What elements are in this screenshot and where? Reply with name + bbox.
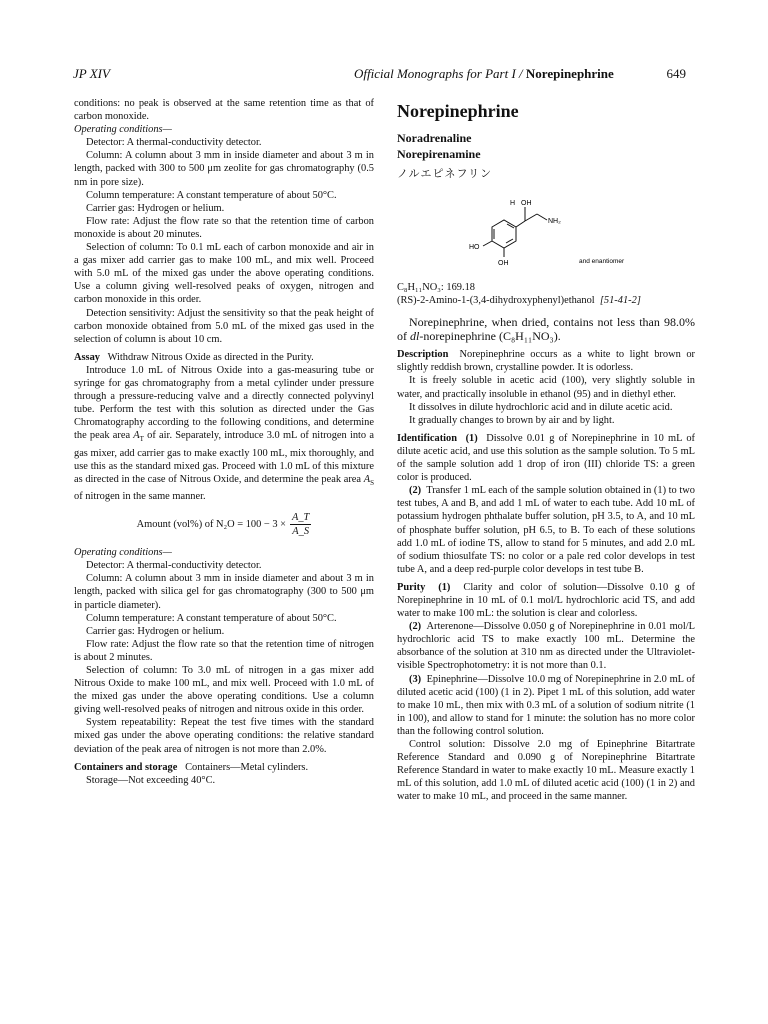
oc1-column: Column: A column about 3 mm in inside diameter and about 3 m in length, packed with 300 to 500 μm zeolite for gas chromatography (0.5 nm in pore size).: [74, 150, 374, 188]
containers-heading: Containers and storage: [74, 761, 178, 773]
structure-diagram: [397, 185, 695, 281]
assay-body: Introduce 1.0 mL of Nitrous Oxide into a gas-measuring tube or syringe for gas chromatography from a metal cylinder under pressure through a pressure-reducing valve and a directly connected polyvinyl tube. Perform the test with this solution as directed under the Gas Chromatography according to the following conditions, and determine the peak area $A_T$ of air. Separately, introduce 3.0 mL of nitrogen into a gas mixer, add carrier gas to make exactly 100 mL, mix thoroughly, and use this as the standard mixed gas. Proceed with 1.0 mL of this mixture as directed in the case of Nitrous Oxide, and determine the peak area $A_S$ of nitrogen in the same manner.: [74, 364, 374, 502]
oc1-temperature: Column temperature: A constant temperature of about 50°C.: [86, 189, 337, 201]
purity-3: Epinephrine—Dissolve 10.0 mg of Norepinephrine in 2.0 mL of diluted acetic acid (100) (1 in 2). Pipet 1 mL of this solution, add water to make 10 mL, then mix with 0.3 mL of a solution of sodium nitrite (1 in 100), and allow to stand for 1 minute: the solution has no more color than the following control solution.: [397, 673, 695, 737]
oc1-flow-rate: Flow rate: Adjust the flow rate so that the retention time of carbon monoxide is about 20 minutes.: [74, 215, 374, 240]
description-heading: Description: [397, 349, 449, 361]
oc1-selection: Selection of column: To 0.1 mL each of carbon monoxide and air in a gas mixer add carrier gas to make 100 mL, and mix well. Proceed with 5.0 mL of the mixed gas under the above operating conditions. Use a column giving well-resolved peaks of oxygen, nitrogen and carbon monoxide in this order.: [74, 242, 374, 306]
assay-body-a: Introduce 1.0 mL of Nitrous Oxide into a gas-measuring tube or syringe for gas chromatography from a metal cylinder under pressure through a pressure-reducing valve and a directly connected polyvinyl tube. Perform the test with this solution as directed under the Gas Chromatography according to the following conditions, and determine the peak area: [74, 364, 374, 442]
identification-heading: Identification: [397, 432, 458, 444]
assay-intro: Withdraw Nitrous Oxide as directed in the Purity.: [107, 351, 314, 363]
purity-2-number: (2): [409, 621, 422, 633]
synonym-2: Norepirenamine: [397, 147, 481, 161]
purity-paragraph: [397, 581, 695, 620]
containers-paragraph: [74, 761, 374, 774]
assay-heading: Assay: [74, 351, 100, 363]
control-solution: Control solution: Dissolve 2.0 mg of Epinephrine Bitartrate Reference Standard and 0.090 g of Norepinephrine Bitartrate Reference Standard in water to make exactly 10 mL. Measure exactly 1 mL of this solution, add 1.0 mL of diluted acetic acid (100) (1 in 2) and water to make 10 mL, and proceed in the same manner.: [397, 739, 695, 803]
description-3: It dissolves in dilute hydrochloric acid and in dilute acetic acid.: [409, 401, 673, 413]
purity-2-paragraph: [397, 620, 695, 672]
purity-3-number: (3): [409, 673, 422, 685]
content-a: Norepinephrine, when dried, contains not less than 98.0% of: [397, 315, 695, 344]
chemical-name-text: (RS)-2-Amino-1-(3,4-dihydroxyphenyl)ethanol: [397, 295, 595, 307]
assay-body-b: of air. Separately, introduce 3.0 mL of nitrogen into a gas mixer, add carrier gas to make exactly 100 mL, mix thoroughly, and use this as the standard mixed gas. Proceed with 1.0 mL of this mixture as directed in the case of Nitrous Oxide, and determine the peak area: [74, 430, 374, 485]
page-header: [73, 66, 686, 84]
benzene-ring: [492, 220, 516, 248]
header-section: [354, 66, 614, 82]
oc1-detector: Detector: A thermal-conductivity detector.: [86, 137, 262, 149]
oc1-carrier-gas: Carrier gas: Hydrogen or helium.: [86, 202, 225, 214]
identification-2: Transfer 1 mL each of the sample solution obtained in (1) to two test tubes, A and B, and add 1 mL of water to each tube. Add 10 mL of potassium hydrogen phthalate buffer solution, pH 3.5, to A, and 10 mL of phosphate buffer solution, pH 6.5, to B. To each of these solutions add 1.0 mL of iodine TS, allow to stand for 5 minutes, and add 2.0 mL of sodium thiosulfate TS: no color or a pale red color develops in test tube A, and a deep red-purple color develops in test tube B.: [397, 485, 695, 575]
oc2-repeatability: System repeatability: Repeat the test five times with the standard mixed gas under the above operating conditions: the relative standard deviation of the peak area of nitrogen is not more than 2.0%.: [74, 717, 374, 755]
oc2-selection: Selection of column: To 3.0 mL of nitrogen in a gas mixer add Nitrous Oxide to make 100 mL, and mix well. Proceed with 1.0 mL of the mixed gas under the above operating conditions. Use a column giving well-resolved peaks of nitrogen and nitrous oxide in this order.: [74, 665, 374, 716]
label-nh2: NH₂: [548, 218, 561, 226]
content-b: -norepinephrine (C₈H₁₁NO₃).: [419, 329, 561, 344]
assay-paragraph: [74, 351, 374, 364]
oc2-detector: Detector: A thermal-conductivity detector.: [86, 560, 262, 572]
structural-formula: [397, 185, 695, 281]
purity-heading: Purity: [397, 581, 426, 593]
label-oh-bottom: OH: [498, 260, 509, 268]
containers-text: Containers—Metal cylinders.: [185, 761, 309, 773]
purity-1: Clarity and color of solution—Dissolve 0.10 g of Norepinephrine in 10 mL of 0.1 mol/L hydrochloric acid TS, and add water to make 100 mL: the solution is clear and colorless.: [397, 581, 696, 620]
storage-text: Storage—Not exceeding 40°C.: [86, 774, 216, 786]
molecular-formula: C₈H₁₁NO₃: 169.18: [397, 282, 475, 294]
content-dl: dl: [410, 329, 420, 344]
formula-fraction: [290, 511, 311, 538]
header-monograph: Norepinephrine: [525, 66, 614, 81]
label-ho: HO: [469, 244, 480, 252]
label-h: H: [510, 200, 516, 208]
oc2-temperature: Column temperature: A constant temperature of about 50°C.: [86, 612, 337, 624]
purity-3-paragraph: [397, 673, 695, 738]
monograph-title: Norepinephrine: [397, 101, 519, 121]
chemical-name: [397, 294, 695, 307]
description-1: Norepinephrine occurs as a white to light brown or slightly reddish brown, crystalline powder. It is odorless.: [397, 349, 695, 374]
cas-number: [51-41-2]: [599, 295, 641, 307]
header-book-title: JP XIV: [73, 66, 110, 81]
purity-1-number: (1): [438, 581, 451, 593]
oc1-sensitivity: Detection sensitivity: Adjust the sensitivity so that the peak height of carbon monoxide obtained from 5.0 mL of the mixed gas used in the selection of column is about 10 cm.: [74, 307, 374, 345]
formula-lhs: Amount (vol%) of N₂O = 100 − 3 ×: [136, 519, 286, 531]
oc2-flow-rate: Flow rate: Adjust the flow rate so that the retention time of nitrogen is about 2 minutes.: [74, 638, 374, 663]
left-column: [74, 97, 374, 787]
purity-2: Arterenone—Dissolve 0.050 g of Norepinephrine in 0.01 mol/L hydrochloric acid TS to make exactly 100 mL. Determine the absorbance of the solution at 310 nm as directed under the Ultraviolet-visible Spectrophotometry: it is not more than 0.1.: [397, 621, 696, 672]
identification-paragraph: [397, 432, 695, 484]
assay-formula: [74, 511, 374, 538]
right-column: [397, 97, 695, 803]
oc2-carrier-gas: Carrier gas: Hydrogen or helium.: [86, 625, 225, 637]
identification-2-paragraph: [397, 484, 695, 576]
page-number: 649: [666, 66, 686, 81]
formula-denominator: A_S: [292, 526, 310, 538]
identification-1-number: (1): [465, 432, 478, 444]
formula-numerator: A_T: [290, 511, 311, 525]
header-separator: /: [519, 66, 523, 81]
description-2: It is freely soluble in acetic acid (100), very slightly soluble in water, and practically insoluble in ethanol (95) and in diethyl ether.: [397, 375, 695, 400]
japanese-name: ノルエピネフリン: [397, 168, 493, 180]
operating-conditions-heading: Operating conditions—: [74, 124, 172, 136]
operating-conditions-heading-2: Operating conditions—: [74, 547, 172, 559]
assay-body-c: of nitrogen in the same manner.: [74, 490, 206, 502]
synonym-1: Noradrenaline: [397, 131, 472, 145]
label-enantiomer: and enantiomer: [579, 258, 625, 266]
identification-1: Dissolve 0.01 g of Norepinephrine in 10 mL of dilute acetic acid, and use this solution as the sample solution. To 5 mL of the sample solution add 1 drop of iron (III) chloride TS: a green color is produced.: [397, 432, 696, 484]
description-paragraph: [397, 348, 695, 374]
paragraph-continuation: conditions: no peak is observed at the same retention time as that of carbon monoxide.: [74, 98, 374, 123]
header-part: Official Monographs for Part I: [354, 66, 516, 81]
content-statement: [397, 315, 695, 343]
identification-2-number: (2): [409, 485, 422, 497]
label-oh-top: OH: [521, 200, 532, 208]
oc2-column: Column: A column about 3 mm in inside diameter and about 3 m in length, packed with silica gel for gas chromatography (300 to 500 μm in particle diameter).: [74, 573, 374, 611]
description-4: It gradually changes to brown by air and by light.: [409, 414, 615, 426]
